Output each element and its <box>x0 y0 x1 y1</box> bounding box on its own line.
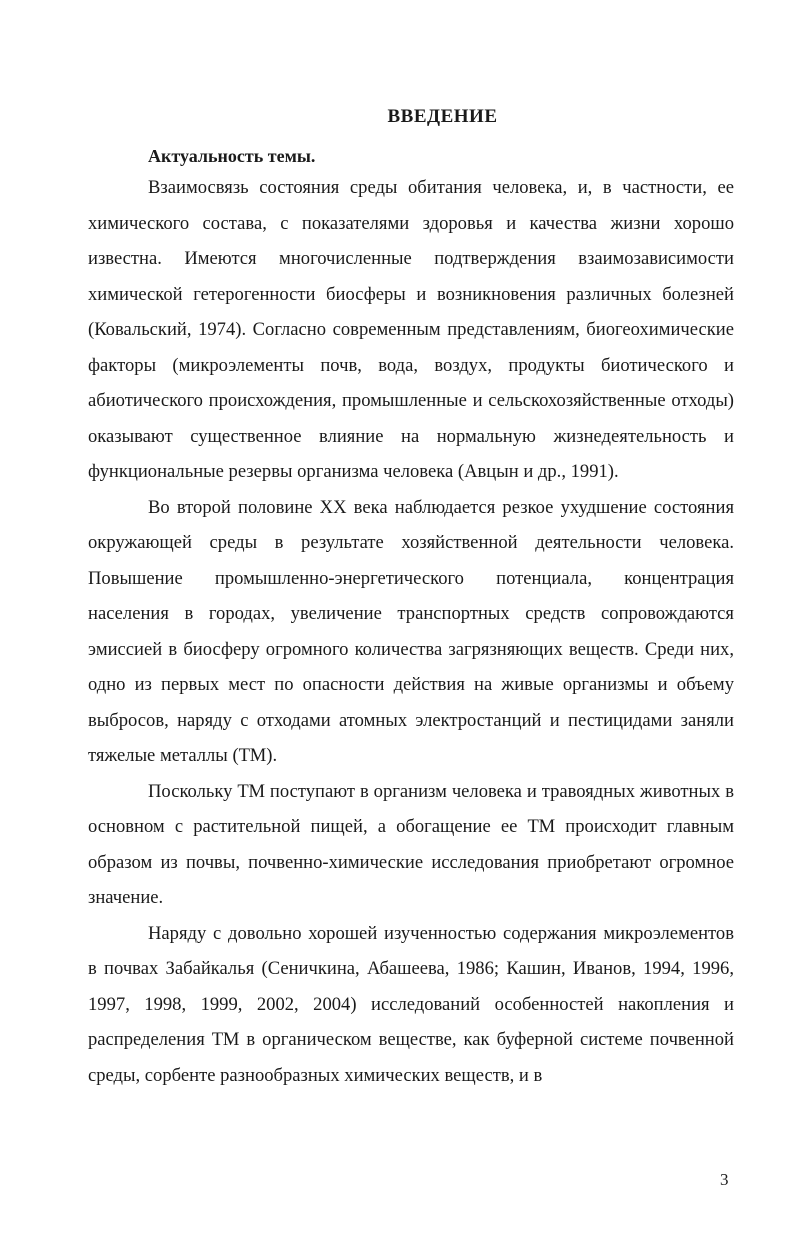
section-heading: Актуальность темы. <box>148 146 316 166</box>
page-title: ВВЕДЕНИЕ <box>387 106 498 127</box>
paragraph: Взаимосвязь состояния среды обитания человека, и, в частности, ее химического состава, с показателями здоровья и качества жизни хорошо известна. Имеются многочисленные подтверждения взаимозависимости химической гетерогенности биосферы и возникновения различных болезней (Ковальский, 1974). Согласно современным представлениям, биогеохимические факторы (микроэлементы почв, вода, воздух, продукты биотического и абиотического происхождения, промышленные и сельскохозяйственные отходы) оказывают существенное влияние на нормальную жизнедеятельность и функциональные резервы организма человека (Авцын и др., 1991). <box>88 177 734 482</box>
page-number: 3 <box>720 1170 729 1189</box>
paragraph: Наряду с довольно хорошей изученностью содержания микроэлементов в почвах Забайкалья (Сеничкина, Абашеева, 1986; Кашин, Иванов, 1994, 1996, 1997, 1998, 1999, 2002, 2004) исследований особенностей накопления и распределения ТМ в органическом веществе, как буферной системе почвенной среды, сорбенте разнообразных химических веществ, и в <box>88 922 734 1086</box>
paragraph: Поскольку ТМ поступают в организм человека и травоядных животных в основном с растительной пищей, а обогащение ее ТМ происходит главным образом из почвы, почвенно-химические исследования приобретают огромное значение. <box>88 780 734 908</box>
paragraph: Во второй половине XX века наблюдается резкое ухудшение состояния окружающей среды в результате хозяйственной деятельности человека. Повышение промышленно-энергетического потенциала, концентрация населения в городах, увеличение транспортных средств сопровождаются эмиссией в биосферу огромного количества загрязняющих веществ. Среди них, одно из первых мест по опасности действия на живые организмы и объему выбросов, наряду с отходами атомных электростанций и пестицидами заняли тяжелые металлы (ТМ). <box>88 496 734 766</box>
body-text <box>88 170 734 1093</box>
